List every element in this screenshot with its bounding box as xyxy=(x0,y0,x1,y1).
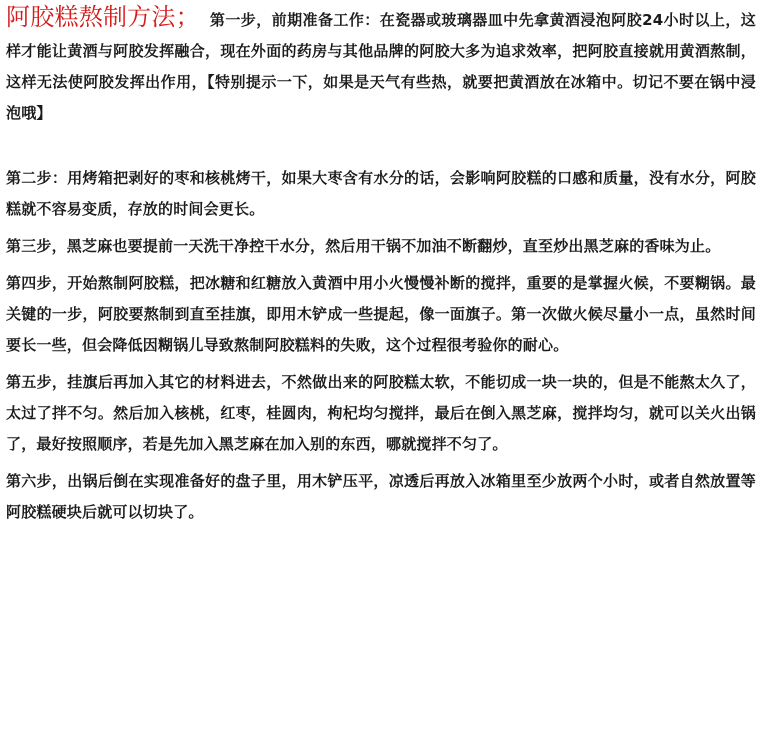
article-title: 阿胶糕熬制方法； xyxy=(6,3,200,31)
step-1-text: 第一步，前期准备工作：在瓷器或玻璃器皿中先拿黄酒浸泡阿胶24小时以上，这样才能让黄酒与阿胶发挥融合，现在外面的药房与其他品牌的阿胶大多为追求效率，把阿胶直接就用黄酒熬制，这样无法使阿胶发挥出作用，【特别提示一下，如果是天气有些热，就要把黄酒放在冰箱中。切记不要在锅中浸泡哦】 xyxy=(6,11,757,122)
intro-paragraph xyxy=(6,0,756,129)
step-3-paragraph: 第三步，黑芝麻也要提前一天洗干净控干水分，然后用干锅不加油不断翻炒，直至炒出黑芝麻的香味为止。 xyxy=(6,237,721,255)
article xyxy=(6,0,756,534)
paragraph-gap xyxy=(6,129,756,163)
step-2-paragraph: 第二步：用烤箱把剥好的枣和核桃烤干，如果大枣含有水分的话，会影响阿胶糕的口感和质量，没有水分，阿胶糕就不容易变质，存放的时间会更长。 xyxy=(6,169,756,218)
step-6-paragraph: 第六步，出锅后倒在实现准备好的盘子里，用木铲压平，凉透后再放入冰箱里至少放两个小时，或者自然放置等阿胶糕硬块后就可以切块了。 xyxy=(6,472,756,521)
step-4-paragraph: 第四步，开始熬制阿胶糕，把冰糖和红糖放入黄酒中用小火慢慢补断的搅拌，重要的是掌握火候，不要糊锅。最关键的一步，阿胶要熬制到直至挂旗，即用木铲成一些提起，像一面旗子。第一次做火候尽量小一点，虽然时间要长一些，但会降低因糊锅儿导致熬制阿胶糕料的失败，这个过程很考验你的耐心。 xyxy=(6,274,756,354)
step-5-paragraph: 第五步，挂旗后再加入其它的材料进去，不然做出来的阿胶糕太软，不能切成一块一块的，但是不能熬太久了，太过了拌不匀。然后加入核桃，红枣，桂圆肉，枸杞均匀搅拌，最后在倒入黑芝麻，搅拌均匀，就可以关火出锅了，最好按照顺序，若是先加入黑芝麻在加入别的东西，哪就搅拌不匀了。 xyxy=(6,373,756,453)
